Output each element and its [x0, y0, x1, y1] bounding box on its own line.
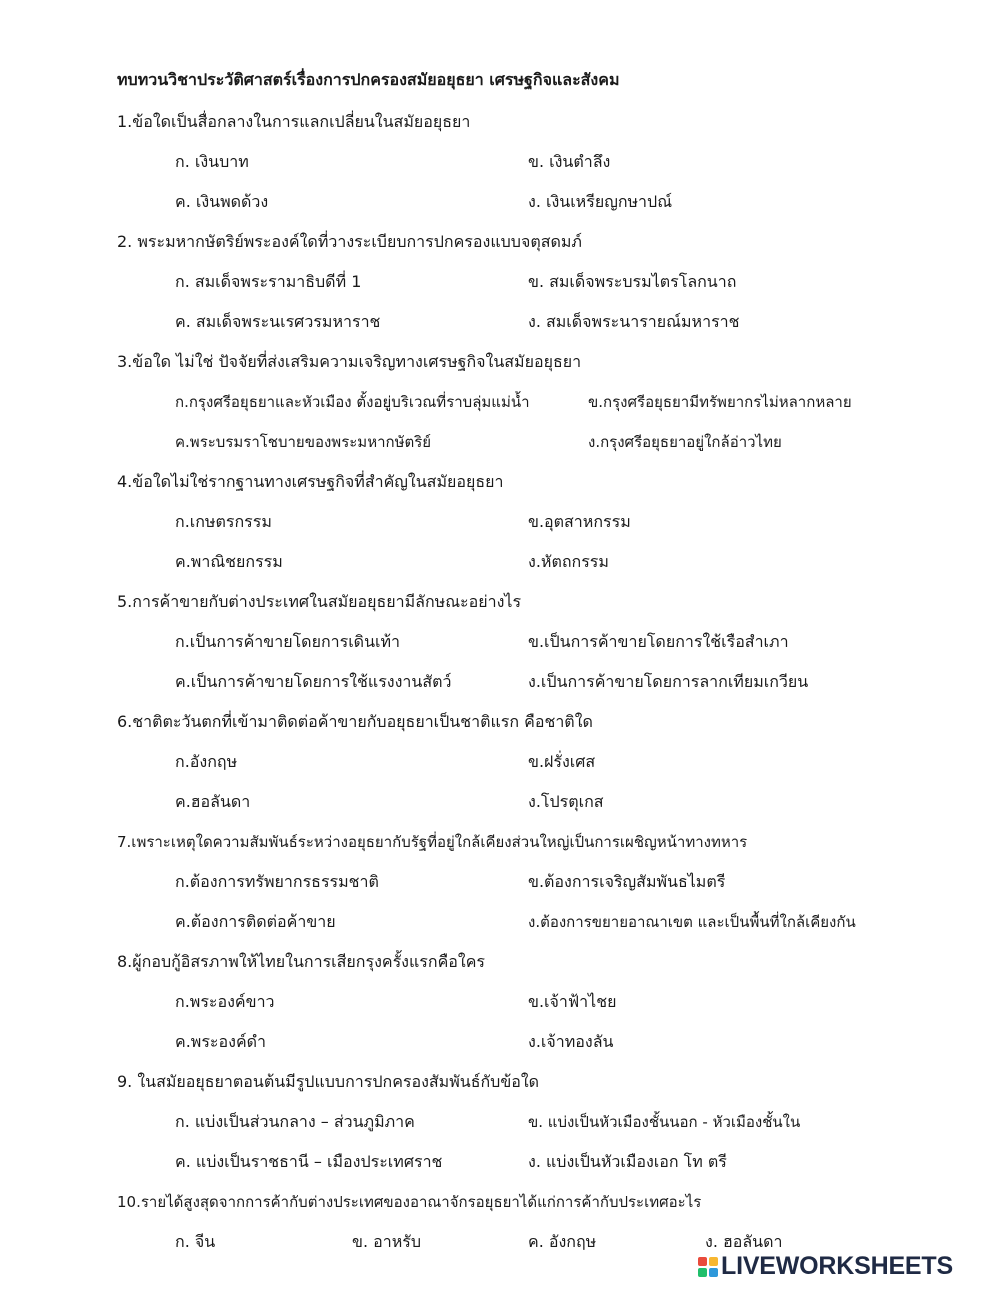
- logo-square-yellow: [709, 1257, 718, 1266]
- q4-option-c[interactable]: ค.พาณิชยกรรม: [175, 552, 283, 571]
- q5-option-c[interactable]: ค.เป็นการค้าขายโดยการใช้แรงงานสัตว์: [175, 672, 452, 691]
- q4-option-d[interactable]: ง.หัตถกรรม: [528, 552, 609, 571]
- q2-option-b[interactable]: ข. สมเด็จพระบรมไตรโลกนาถ: [528, 272, 737, 291]
- q7-option-a[interactable]: ก.ต้องการทรัพยากรธรรมชาติ: [175, 872, 379, 891]
- q1-option-b[interactable]: ข. เงินตำลึง: [528, 152, 611, 171]
- logo-square-green: [698, 1268, 707, 1277]
- question-3: 3.ข้อใด ไม่ใช่ ปัจจัยที่ส่งเสริมความเจริญทางเศรษฐกิจในสมัยอยุธยา: [117, 352, 582, 371]
- question-2: 2. พระมหากษัตริย์พระองค์ใดที่วางระเบียบการปกครองแบบจตุสดมภ์: [117, 232, 582, 251]
- question-10: 10.รายได้สูงสุดจากการค้ากับต่างประเทศของอาณาจักรอยุธยาได้แก่การค้ากับประเทศอะไร: [117, 1193, 702, 1211]
- q7-option-d[interactable]: ง.ต้องการขยายอาณาเขต และเป็นพื้นที่ใกล้เคียงกัน: [528, 913, 856, 931]
- q8-option-b[interactable]: ข.เจ้าฟ้าไชย: [528, 992, 617, 1011]
- logo-text: LIVEWORKSHEETS: [721, 1252, 953, 1280]
- q10-option-d[interactable]: ง. ฮอลันดา: [705, 1232, 783, 1251]
- q2-option-a[interactable]: ก. สมเด็จพระรามาธิบดีที่ 1: [175, 272, 362, 291]
- q9-option-b[interactable]: ข. แบ่งเป็นหัวเมืองชั้นนอก - หัวเมืองชั้นใน: [528, 1113, 801, 1131]
- q10-option-b[interactable]: ข. อาหรับ: [352, 1232, 421, 1251]
- q10-option-c[interactable]: ค. อังกฤษ: [528, 1232, 597, 1251]
- q3-option-c[interactable]: ค.พระบรมราโชบายของพระมหากษัตริย์: [175, 433, 432, 451]
- q2-option-c[interactable]: ค. สมเด็จพระนเรศวรมหาราช: [175, 312, 381, 331]
- q8-option-a[interactable]: ก.พระองค์ขาว: [175, 992, 275, 1011]
- q7-option-b[interactable]: ข.ต้องการเจริญสัมพันธไมตรี: [528, 872, 726, 891]
- q4-option-b[interactable]: ข.อุตสาหกรรม: [528, 512, 631, 531]
- q1-option-d[interactable]: ง. เงินเหรียญกษาปณ์: [528, 192, 673, 211]
- logo-square-blue: [709, 1268, 718, 1277]
- q5-option-d[interactable]: ง.เป็นการค้าขายโดยการลากเทียมเกวียน: [528, 672, 809, 691]
- liveworksheets-logo: [698, 1252, 953, 1281]
- q5-option-b[interactable]: ข.เป็นการค้าขายโดยการใช้เรือสำเภา: [528, 632, 789, 651]
- q2-option-d[interactable]: ง. สมเด็จพระนารายณ์มหาราช: [528, 312, 740, 331]
- q3-option-b[interactable]: ข.กรุงศรีอยุธยามีทรัพยากรไม่หลากหลาย: [588, 393, 852, 411]
- question-7: 7.เพราะเหตุใดความสัมพันธ์ระหว่างอยุธยากับรัฐที่อยู่ใกล้เคียงส่วนใหญ่เป็นการเผชิญหน้าทางทหาร: [117, 833, 748, 851]
- q1-option-a[interactable]: ก. เงินบาท: [175, 152, 249, 171]
- q3-option-d[interactable]: ง.กรุงศรีอยุธยาอยู่ใกล้อ่าวไทย: [588, 433, 782, 451]
- q6-option-b[interactable]: ข.ฝรั่งเศส: [528, 752, 596, 771]
- q10-option-a[interactable]: ก. จีน: [175, 1232, 216, 1251]
- q8-option-d[interactable]: ง.เจ้าทองลัน: [528, 1032, 614, 1051]
- logo-mark-icon: [698, 1257, 718, 1277]
- question-4: 4.ข้อใดไม่ใช่รากฐานทางเศรษฐกิจที่สำคัญในสมัยอยุธยา: [117, 472, 504, 491]
- q4-option-a[interactable]: ก.เกษตรกรรม: [175, 512, 272, 531]
- q7-option-c[interactable]: ค.ต้องการติดต่อค้าขาย: [175, 912, 336, 931]
- q5-option-a[interactable]: ก.เป็นการค้าขายโดยการเดินเท้า: [175, 632, 401, 651]
- q8-option-c[interactable]: ค.พระองค์ดำ: [175, 1032, 267, 1051]
- logo-square-red: [698, 1257, 707, 1266]
- worksheet-title: ทบทวนวิชาประวัติศาสตร์เรื่องการปกครองสมัยอยุธยา เศรษฐกิจและสังคม: [117, 70, 620, 89]
- question-6: 6.ชาติตะวันตกที่เข้ามาติดต่อค้าขายกับอยุธยาเป็นชาติแรก คือชาติใด: [117, 712, 593, 731]
- q6-option-a[interactable]: ก.อังกฤษ: [175, 752, 238, 771]
- q6-option-d[interactable]: ง.โปรตุเกส: [528, 792, 604, 811]
- question-8: 8.ผู้กอบกู้อิสรภาพให้ไทยในการเสียกรุงครั้งแรกคือใคร: [117, 952, 485, 971]
- question-5: 5.การค้าขายกับต่างประเทศในสมัยอยุธยามีลักษณะอย่างไร: [117, 592, 522, 611]
- q1-option-c[interactable]: ค. เงินพดด้วง: [175, 192, 269, 211]
- q6-option-c[interactable]: ค.ฮอลันดา: [175, 792, 251, 811]
- question-9: 9. ในสมัยอยุธยาตอนต้นมีรูปแบบการปกครองสัมพันธ์กับข้อใด: [117, 1072, 540, 1091]
- q9-option-c[interactable]: ค. แบ่งเป็นราชธานี – เมืองประเทศราช: [175, 1152, 443, 1171]
- q9-option-a[interactable]: ก. แบ่งเป็นส่วนกลาง – ส่วนภูมิภาค: [175, 1112, 415, 1131]
- q3-option-a[interactable]: ก.กรุงศรีอยุธยาและหัวเมือง ตั้งอยู่บริเวณที่ราบลุ่มแม่น้ำ: [175, 393, 530, 411]
- question-1: 1.ข้อใดเป็นสื่อกลางในการแลกเปลี่ยนในสมัยอยุธยา: [117, 112, 471, 131]
- q9-option-d[interactable]: ง. แบ่งเป็นหัวเมืองเอก โท ตรี: [528, 1152, 727, 1171]
